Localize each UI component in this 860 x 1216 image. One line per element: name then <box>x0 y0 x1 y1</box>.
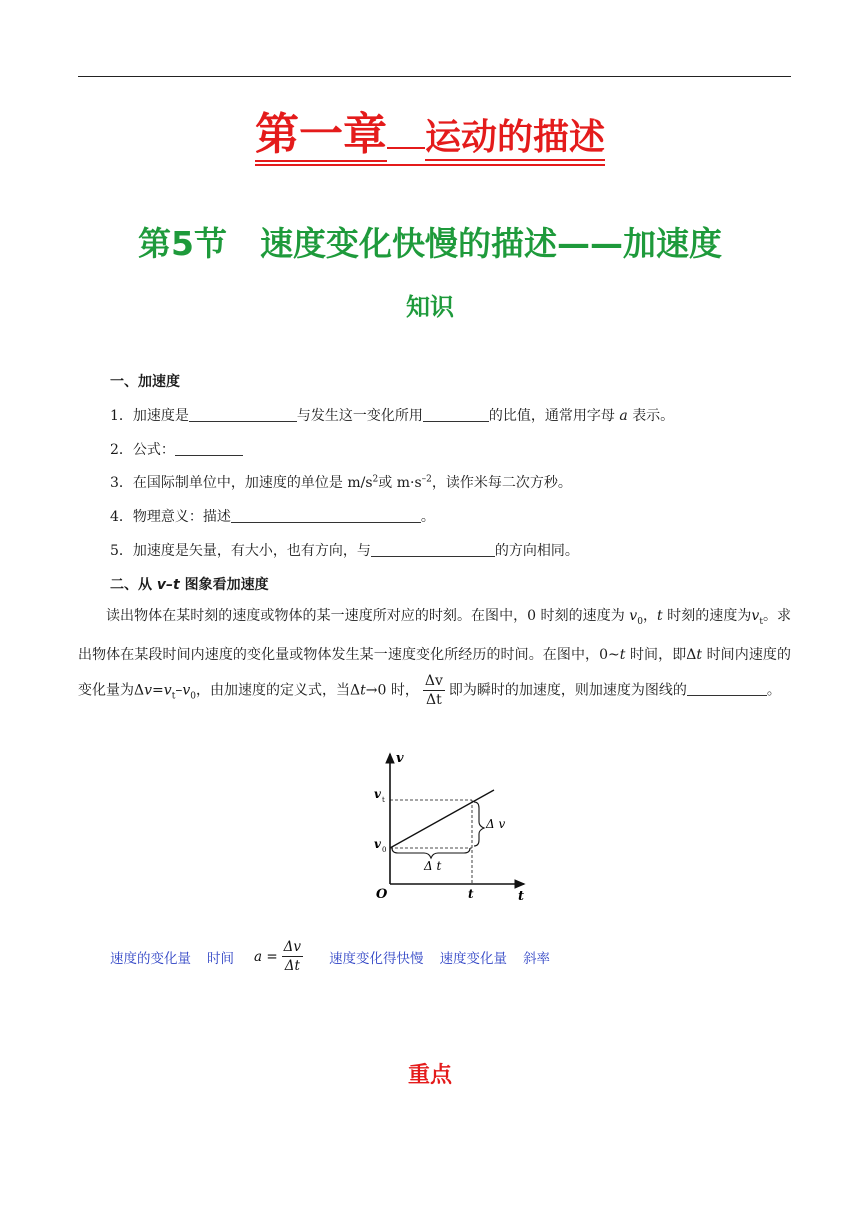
part1-heading: 一、加速度 <box>110 374 180 390</box>
answer-2: 时间 <box>207 950 234 967</box>
origin-label: O <box>376 887 388 902</box>
delta-v-over-delta-t: $\frac{\Delta v}{\Delta t}$ <box>424 672 443 708</box>
item-3: 3．在国际制单位中，加速度的单位是 $m/s^2$或 $m\cdot s^{-2}$，读作米每二次方秒。 <box>110 474 572 491</box>
delta-v-label: Δ v <box>486 817 506 831</box>
chapter-name: 运动的描述 <box>425 119 605 161</box>
t-tick-label: t <box>468 887 474 901</box>
chapter-number: 第一章 <box>255 112 387 162</box>
answer-formula: a = $\frac{\Delta v}{\Delta t}$ <box>254 939 302 974</box>
top-rule <box>78 76 791 77</box>
item-4: 4．物理意义：描述 。 <box>110 509 435 525</box>
answer-5: 斜率 <box>523 950 551 967</box>
section-title: 第5节 速度变化快慢的描述——加速度 <box>138 224 722 263</box>
item-1: 1．加速度是 与发生这一变化所用 的比值，通常用字母 a 表示。 <box>110 408 675 424</box>
item-2: 2．公式： <box>110 439 243 459</box>
key-points-heading: 重点 <box>407 1063 452 1088</box>
y-axis-label: v <box>396 751 404 766</box>
part2-heading: 二、从 v–t 图象看加速度 <box>110 577 269 593</box>
answer-key <box>110 938 566 975</box>
answer-4: 速度变化量 <box>439 950 508 967</box>
vt-sub: t <box>382 796 385 804</box>
v0-label: v <box>374 837 381 851</box>
x-axis-label: t <box>518 889 525 904</box>
knowledge-heading: 知识 <box>406 293 454 321</box>
delta-t-brace <box>392 848 470 858</box>
delta-v-brace <box>474 802 484 846</box>
delta-t-label: Δ t <box>424 859 442 873</box>
v0-sub: 0 <box>382 846 387 854</box>
velocity-line <box>390 790 494 848</box>
vt-graph <box>368 748 538 908</box>
vt-label: v <box>374 787 381 801</box>
part2-paragraph: 读出物体在某时刻的速度或物体的某一速度所对应的时刻。在图中，0 时刻的速度为 $v_0$，t 时刻的速度为$v_t$。求出物体在某段时间内速度的变化量或物体发生某一速度变化所经历的时间。在图中，0~t 时间，即Δt 时间内速度的变化量为$\Delta v=v_t-v_0$，由加速度的定义式，当Δt→0 时， $\frac{\Delta v}{\Delta t}$ 即为瞬时的加速度，则加速度为图线的 。 <box>78 608 792 708</box>
chapter-title <box>0 109 860 166</box>
answer-1: 速度的变化量 <box>110 950 191 967</box>
item-5: 5．加速度是矢量，有大小，也有方向，与 的方向相同。 <box>110 543 579 559</box>
answer-3: 速度变化得快慢 <box>329 950 424 967</box>
